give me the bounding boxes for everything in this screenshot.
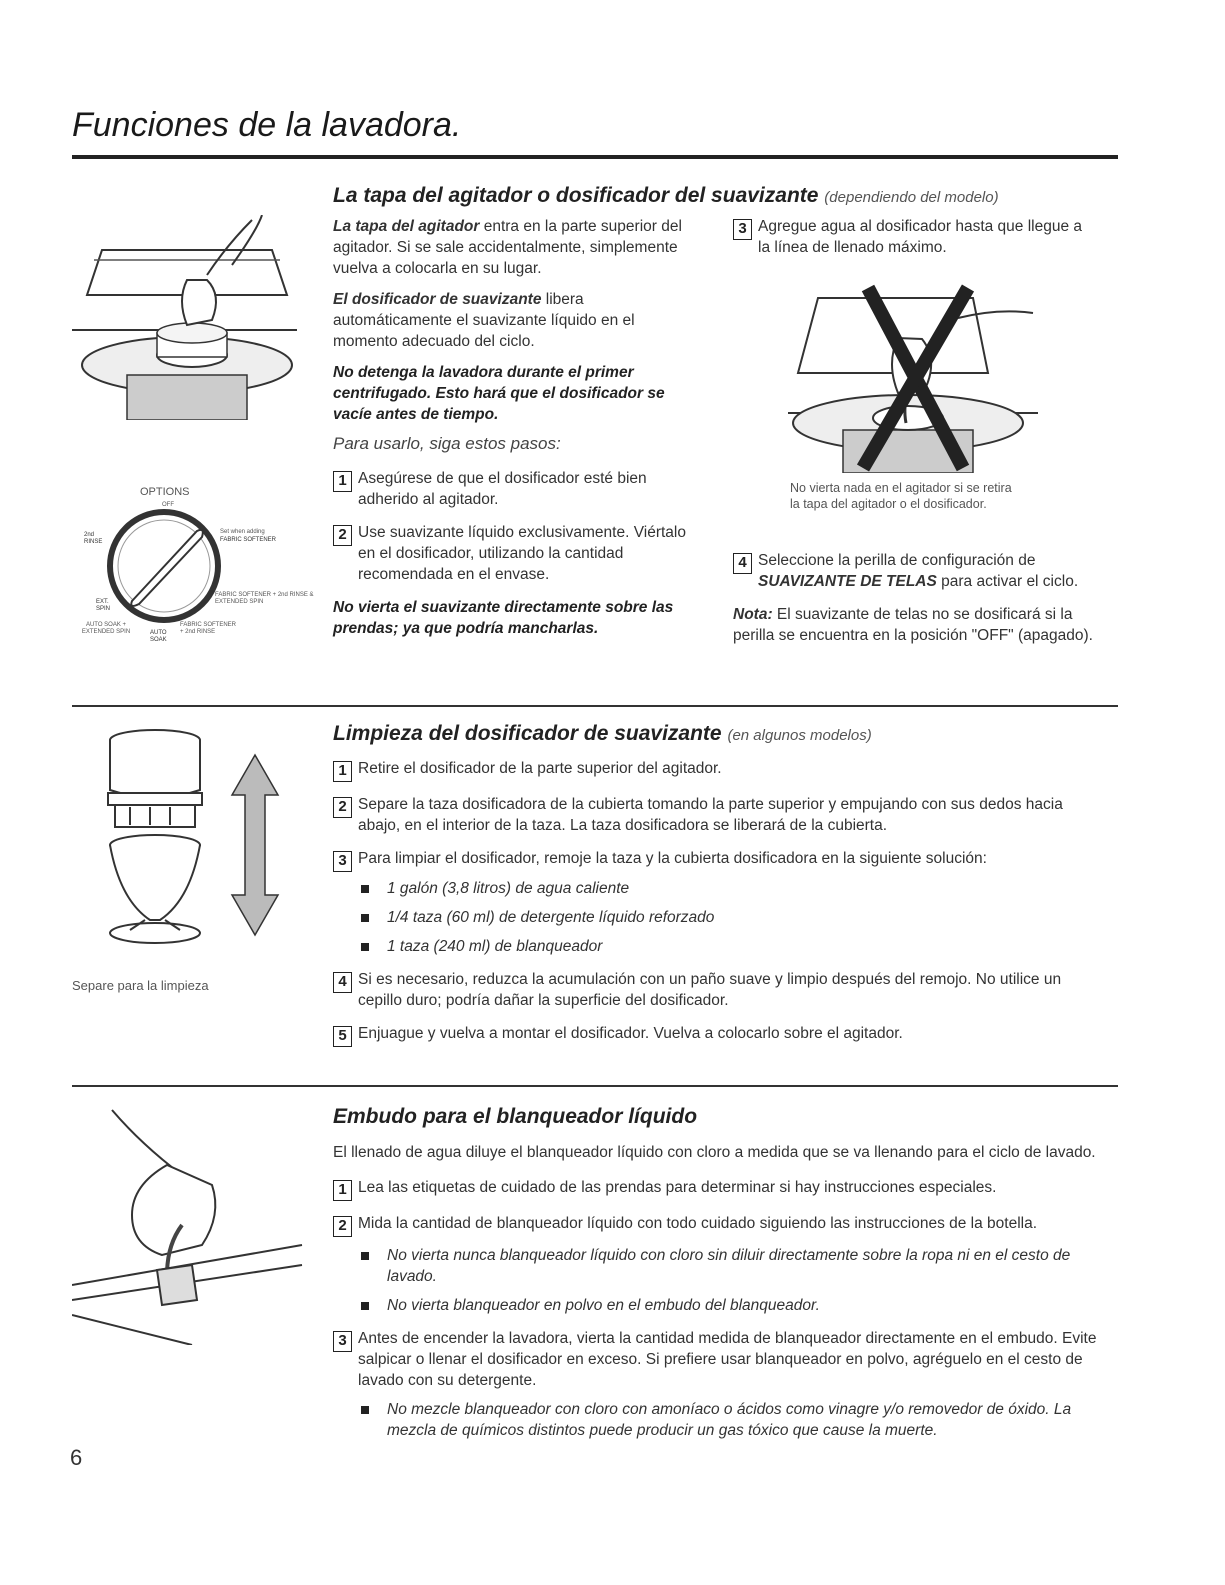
agitator-cap-illustration	[72, 215, 302, 420]
caution-item	[361, 1245, 1108, 1287]
bullet-icon	[361, 885, 369, 893]
bleach-funnel-illustration	[72, 1105, 312, 1345]
section2-step-3	[333, 848, 1103, 872]
bullet-icon	[361, 1252, 369, 1260]
solution-item	[361, 907, 1103, 928]
section2-heading	[333, 722, 1123, 746]
step-text: Para limpiar el dosificador, remoje la taza y la cubierta dosificadora en la siguiente solución:	[358, 850, 987, 867]
section3-step-2	[333, 1213, 1108, 1237]
solution-text: 1 taza (240 ml) de blanqueador	[387, 938, 603, 955]
spin-warning: No detenga la lavadora durante el primer centrifugado. Esto hará que el dosificador se vacíe antes de tiempo.	[333, 364, 665, 423]
section1-right-column	[733, 216, 1093, 258]
section2-step-5	[333, 1023, 1103, 1047]
step-number: 2	[333, 525, 352, 546]
section2-step-1	[333, 758, 1103, 782]
dial-2nd-rinse-label: 2nd RINSE	[84, 532, 103, 545]
section2-step-4	[333, 969, 1103, 1011]
step4-text: Seleccione la perilla de configuración de	[758, 552, 1036, 569]
step-number: 1	[333, 1180, 352, 1201]
section-divider-2	[72, 1085, 1118, 1087]
page-number: 6	[70, 1445, 83, 1470]
section-divider-1	[72, 705, 1118, 707]
dial-title: OPTIONS	[140, 486, 190, 498]
bullet-icon	[361, 914, 369, 922]
dial-off-label: OFF	[162, 502, 174, 508]
dispenser-term: El dosificador de suavizante	[333, 291, 542, 308]
bullet-icon	[361, 1302, 369, 1310]
steps-intro: Para usarlo, siga estos pasos:	[333, 434, 561, 453]
step-number: 2	[333, 797, 352, 818]
step-text: Mida la cantidad de blanqueador líquido con todo cuidado siguiendo las instrucciones de la botella.	[358, 1215, 1038, 1232]
step-number: 1	[333, 761, 352, 782]
stain-warning: No vierta el suavizante directamente sobre las prendas; ya que podría mancharlas.	[333, 599, 674, 637]
step-text: Retire el dosificador de la parte superior del agitador.	[358, 760, 722, 777]
dial-set-when-label: Set when adding	[220, 529, 265, 535]
softener-note	[733, 604, 1103, 646]
caution-item	[361, 1399, 1108, 1441]
step-text: Use suavizante líquido exclusivamente. Viértalo en el dosificador, utilizando la cantidad recomendada en el envase.	[358, 524, 686, 583]
agitator-cap-term: La tapa del agitador	[333, 218, 480, 235]
dial-fs-rinse-label: FABRIC SOFTENER + 2nd RINSE & EXTENDED SPIN	[215, 592, 314, 605]
step-number: 1	[333, 471, 352, 492]
caution-text: No vierta nunca blanqueador líquido con cloro sin diluir directamente sobre la ropa ni en el cesto de lavado.	[387, 1247, 1071, 1285]
section2-title: Limpieza del dosificador de suavizante	[333, 722, 722, 745]
no-pour-illustration	[788, 278, 1038, 473]
dial-ext-spin-label: EXT. SPIN	[96, 599, 111, 612]
step-text: Enjuague y vuelva a montar el dosificador. Vuelva a colocarlo sobre el agitador.	[358, 1025, 903, 1042]
caution-item	[361, 1295, 1108, 1316]
section3-step-1	[333, 1177, 1108, 1201]
step-text: Antes de encender la lavadora, vierta la cantidad medida de blanqueador directamente en el embudo. Evite salpicar o llenar el dosificador en exceso. Si prefiere usar blanqueador en polvo, agréguelo en el cesto de lavado con su detergente.	[358, 1330, 1097, 1389]
section2-title-note: (en algunos modelos)	[727, 727, 872, 744]
title-divider	[72, 155, 1118, 159]
step-number: 3	[333, 1331, 352, 1352]
step-text: Asegúrese de que el dosificador esté bien adherido al agitador.	[358, 470, 647, 508]
dial-fs-2nd-label: FABRIC SOFTENER + 2nd RINSE	[180, 622, 237, 635]
note-text: El suavizante de telas no se dosificará si la perilla se encuentra en la posición "OFF" (apagado).	[733, 606, 1093, 644]
section1-step-1	[333, 468, 703, 510]
section3-step-3	[333, 1328, 1108, 1391]
dial-knob-icon	[107, 509, 222, 624]
options-dial	[72, 484, 322, 654]
solution-item	[361, 878, 1103, 899]
solution-text: 1 galón (3,8 litros) de agua caliente	[387, 880, 630, 897]
dial-fabric-softener-label: FABRIC SOFTENER	[220, 537, 277, 543]
section1-step-4	[733, 550, 1103, 592]
step-number: 4	[733, 553, 752, 574]
section3-heading	[333, 1105, 1123, 1129]
step-text: Lea las etiquetas de cuidado de las prendas para determinar si hay instrucciones especiales.	[358, 1179, 997, 1196]
dispenser-paragraph	[333, 289, 703, 352]
step-text: Si es necesario, reduzca la acumulación con un paño suave y limpio después del remojo. No utilice un cepillo duro; podría dañar la superficie del dosificador.	[358, 971, 1062, 1009]
caution-text: No mezcle blanqueador con cloro con amoníaco o ácidos como vinagre y/o removedor de óxido. La mezcla de químicos distintos puede producir un gas tóxico que cause la muerte.	[387, 1401, 1072, 1439]
step-number: 2	[333, 1216, 352, 1237]
step4-setting: SUAVIZANTE DE TELAS	[758, 573, 937, 590]
agitator-cap-paragraph	[333, 216, 703, 279]
caution-text: No vierta blanqueador en polvo en el embudo del blanqueador.	[387, 1297, 820, 1314]
no-pour-caption: No vierta nada en el agitador si se retira la tapa del agitador o el dosificador.	[790, 481, 1012, 511]
step-number: 3	[733, 219, 752, 240]
dial-auto-soak-label: AUTO SOAK + EXTENDED SPIN	[81, 622, 131, 635]
page-title: Funciones de la lavadora.	[72, 106, 462, 144]
dispenser-text: libera automáticamente el suavizante líquido en el momento adecuado del ciclo.	[333, 291, 635, 350]
step-text	[758, 550, 1103, 592]
step4-end: para activar el ciclo.	[936, 573, 1079, 590]
bleach-intro: El llenado de agua diluye el blanqueador líquido con cloro a medida que se va llenando para el ciclo de lavado.	[333, 1144, 1096, 1161]
section1-title: La tapa del agitador o dosificador del suavizante	[333, 184, 819, 207]
dial-auto-soak2-label: AUTO SOAK	[150, 630, 167, 643]
section2-body	[333, 758, 1103, 1047]
step-number: 3	[333, 851, 352, 872]
step-number: 4	[333, 972, 352, 993]
section2-step-2	[333, 794, 1103, 836]
dispenser-separate-illustration	[100, 725, 290, 965]
section1-step-4-block	[733, 550, 1103, 646]
solution-text: 1/4 taza (60 ml) de detergente líquido reforzado	[387, 909, 715, 926]
section1-step-2	[333, 522, 703, 585]
bullet-icon	[361, 943, 369, 951]
section3-title: Embudo para el blanqueador líquido	[333, 1105, 698, 1128]
solution-item	[361, 936, 1103, 957]
step-text: Separe la taza dosificadora de la cubierta tomando la parte superior y empujando con sus dedos hacia abajo, en el interior de la taza. La taza dosificadora se liberará de la cubierta.	[358, 796, 1063, 834]
section1-step-3	[733, 216, 1093, 258]
agitator-cap-text: entra en la parte superior del agitador. Si se sale accidentalmente, simplemente vuelva a colocarla en su lugar.	[333, 218, 682, 277]
section3-body	[333, 1142, 1108, 1441]
bullet-icon	[361, 1406, 369, 1414]
separate-caption: Separe para la limpieza	[72, 978, 209, 993]
section1-left-column	[333, 216, 703, 639]
step-number: 5	[333, 1026, 352, 1047]
section1-heading	[333, 184, 1123, 208]
section1-title-note: (dependiendo del modelo)	[824, 189, 999, 206]
step-text: Agregue agua al dosificador hasta que llegue a la línea de llenado máximo.	[758, 218, 1083, 256]
note-label: Nota:	[733, 606, 773, 623]
